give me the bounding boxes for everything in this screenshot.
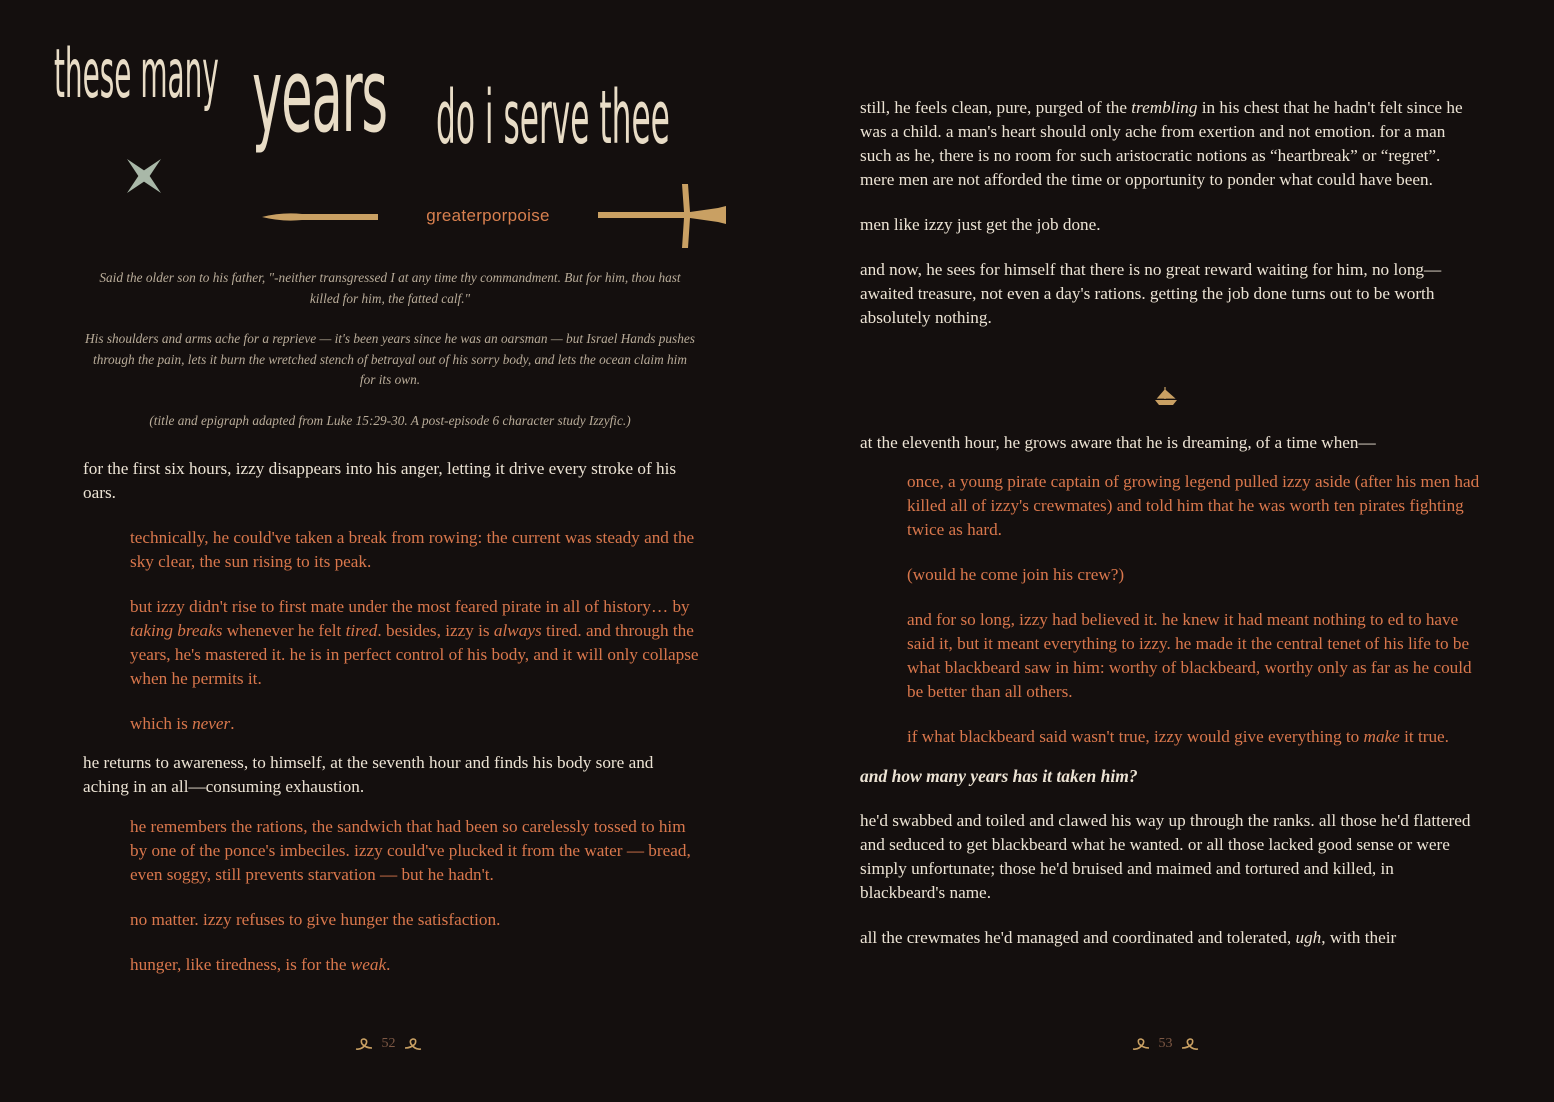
fleuron-icon [1180,1036,1200,1052]
paragraph: (would he come join his crew?) [907,565,1125,584]
epigraph-quote: Said the older son to his father, "-neither transgressed I at any time thy commandment. But for him, thou hast killed for him, the fatted calf." [99,270,681,306]
paragraph: he remembers the rations, the sandwich that had been so carelessly tossed to him by one of the ponce's imbeciles. izzy could've plucked it from the water — bread, even soggy, still prevents starvation — but he hadn't. [130,817,691,884]
four-point-star-icon [118,150,170,202]
paragraph: he'd swabbed and toiled and clawed his way up through the ranks. all those he'd flattered and seduced to get blackbeard what he wanted. or all those lacked good sense or were simply unfortunate; those he'd bruised and maimed and tortured and killed, in blackbeard's name. [860,811,1471,902]
paragraph: once, a young pirate captain of growing legend pulled izzy aside (after his men had killed all of izzy's crewmates) and told him that he was worth ten pirates fighting twice as hard. [907,472,1480,539]
paragraph: and now, he sees for himself that there is no great reward waiting for him, no long—awaited treasure, not even a day's rations. getting the job done turns out to be worth absolutely nothing. [860,260,1442,327]
page-footer [777,1036,1554,1052]
paragraph: all the crewmates he'd managed and coordinated and tolerated, ugh, with their [860,928,1397,947]
title-part-3: do i serve thee [436,73,670,161]
paragraph: for the first six hours, izzy disappears into his anger, letting it drive every stroke of his oars. [83,459,677,502]
paragraph: but izzy didn't rise to first mate under the most feared pirate in all of history… by taking breaks whenever he felt tired. besides, izzy is always tired. and through the years, he's mastered it. he is in perfect control of his body, and it will only collapse when he permits it. [130,597,699,688]
page-footer [0,1036,777,1052]
title-part-2: years [252,36,387,157]
paragraph: and for so long, izzy had believed it. he knew it had meant nothing to ed to have said it, but it meant everything to izzy. he made it the central tenet of his life to be what blackbeard saw in him: worthy of blackbeard, worthy only as far as he could be better than all others. [907,610,1472,701]
paragraph: no matter. izzy refuses to give hunger the satisfaction. [130,910,501,929]
left-body-text [83,457,701,977]
title-part-1: these many [54,35,219,114]
right-page [777,0,1554,1102]
paragraph: technically, he could've taken a break from rowing: the current was steady and the sky clear, the sun rising to its peak. [130,528,695,571]
section-heading: and how many years has it taken him? [860,766,1138,786]
paragraph: at the eleventh hour, he grows aware that he is dreaming, of a time when— [860,433,1376,452]
paragraph: still, he feels clean, pure, purged of the trembling in his chest that he hadn't felt since he was a child. a man's heart should only ache from exertion and not emotion. for a man such as he, there is no room for such aristocratic notions as “heartbreak” or “regret”. mere men are not afforded the time or opportunity to ponder what could have been. [860,98,1463,189]
fleuron-icon [403,1036,423,1052]
paragraph: if what blackbeard said wasn't true, izzy would give everything to make it true. [907,727,1449,746]
ship-icon [1154,386,1178,406]
epigraph-note: (title and epigraph adapted from Luke 15:29-30. A post-episode 6 character study Izzyfic.) [149,413,631,428]
right-body-text-top [860,96,1475,330]
sword-blade-icon [262,206,378,228]
paragraph: men like izzy just get the job done. [860,215,1101,234]
fleuron-icon [1131,1036,1151,1052]
author-name[interactable]: greaterporpoise [426,206,550,225]
paragraph: he returns to awareness, to himself, at the seventh hour and finds his body sore and aching in an all—consuming exhaustion. [83,753,654,796]
right-body-text-bottom [860,431,1480,950]
paragraph: hunger, like tiredness, is for the weak. [130,955,391,974]
page-number: 52 [381,1036,396,1051]
fleuron-icon [354,1036,374,1052]
sword-hilt-icon [598,182,728,252]
paragraph: which is never. [130,714,235,733]
page-number: 53 [1158,1036,1173,1051]
epigraph-summary: His shoulders and arms ache for a reprieve — it's been years since he was an oarsman — but Israel Hands pushes through the pain, lets it burn the wretched stench of betrayal out of his sorry body, and lets the ocean claim him for its own. [85,331,695,387]
